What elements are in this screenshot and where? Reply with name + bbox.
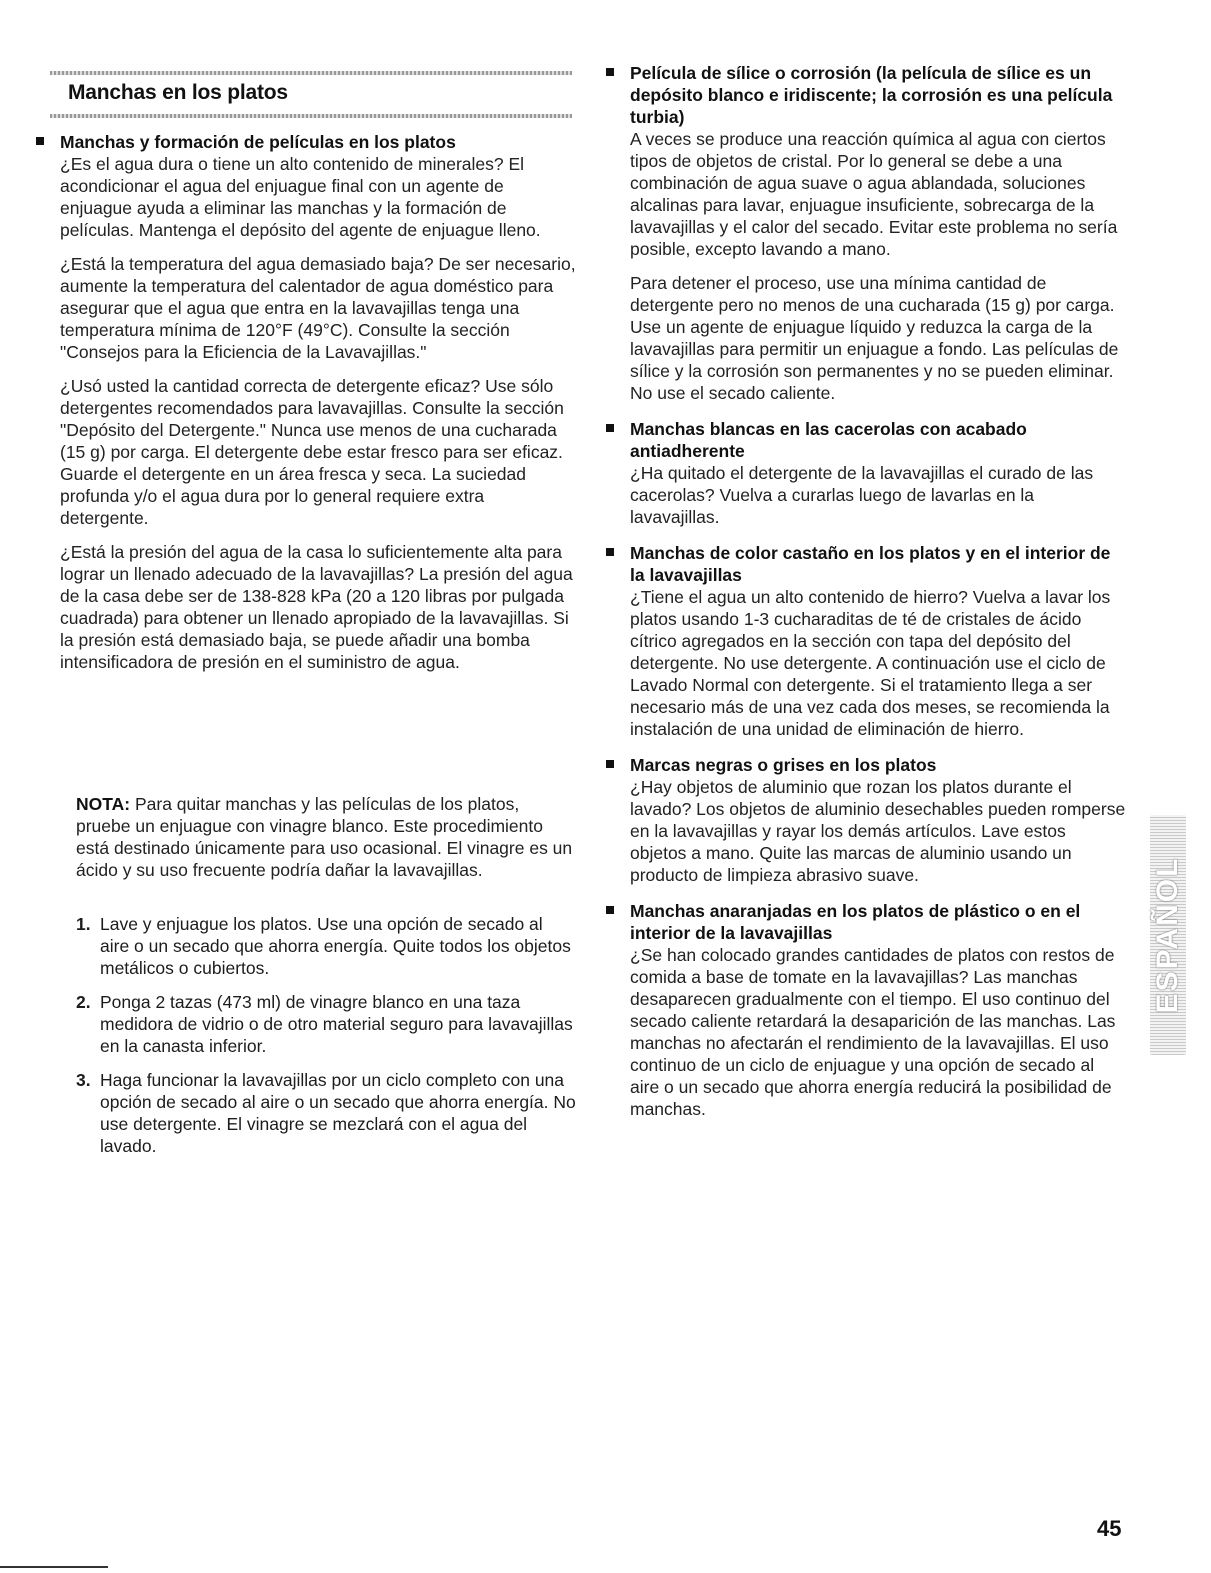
- item-heading: Manchas blancas en las cacerolas con acabado antiadherente: [630, 419, 1027, 461]
- page-number: 45: [1097, 1516, 1122, 1541]
- side-tab-label: ESPAÑOL: [1151, 856, 1184, 1014]
- bullet-icon: [606, 548, 614, 556]
- right-column: [606, 62, 1126, 1120]
- paragraph: ¿Tiene el agua un alto contenido de hierro? Vuelva a lavar los platos usando 1-3 cucharaditas de té de cristales de ácido cítrico agregados en la sección con tapa del depósito del detergente. No use detergente. A continuación use el ciclo de Lavado Normal con detergente. Si el tratamiento llega a ser necesario más de una vez cada dos meses, se recomienda la instalación de una unidad de eliminación de hierro.: [630, 587, 1111, 739]
- bullet-icon: [606, 68, 614, 76]
- step-item: [76, 991, 576, 1057]
- step-number: 3.: [76, 1070, 91, 1090]
- item-heading: Manchas y formación de películas en los platos: [60, 132, 456, 152]
- right-item-orange-stains: [606, 900, 1126, 1120]
- section-header: [50, 68, 572, 120]
- section-title: Manchas en los platos: [68, 81, 288, 104]
- item-heading: Manchas anaranjadas en los platos de plástico o en el interior de la lavavajillas: [630, 901, 1081, 943]
- step-number: 2.: [76, 992, 91, 1012]
- step-text: Ponga 2 tazas (473 ml) de vinagre blanco en una taza medidora de vidrio o de otro material seguro para lavavajillas en la canasta inferior.: [100, 992, 573, 1056]
- footer-rule: [0, 1566, 108, 1568]
- header-rule-bottom: [50, 114, 572, 118]
- item-heading: Manchas de color castaño en los platos y en el interior de la lavavajillas: [630, 543, 1111, 585]
- item-heading: Película de sílice o corrosión (la película de sílice es un depósito blanco e iridiscente; la corrosión es una película turbia): [630, 63, 1113, 127]
- language-side-tab: [1150, 815, 1186, 1055]
- bullet-icon: [606, 760, 614, 768]
- right-item-white-spots: [606, 418, 1126, 528]
- steps-list: [76, 913, 576, 1169]
- header-rule-top: [50, 71, 572, 75]
- paragraph: Para detener el proceso, use una mínima cantidad de detergente pero no menos de una cucharada (15 g) por carga. Use un agente de enjuague líquido y reduzca la carga de la lavavajillas para permitir un enjuague a fondo. Las películas de sílice y la corrosión son permanentes y no se pueden eliminar. No use el secado caliente.: [630, 273, 1119, 403]
- nota-block: [76, 793, 576, 881]
- paragraph: ¿Ha quitado el detergente de la lavavajillas el curado de las cacerolas? Vuelva a curarlas luego de lavarlas en la lavavajillas.: [630, 463, 1094, 527]
- step-item: [76, 1069, 576, 1157]
- right-item-brown-stains: [606, 542, 1126, 740]
- paragraph: ¿Está la presión del agua de la casa lo suficientemente alta para lograr un llenado adecuado de la lavavajillas? La presión del agua de la casa debe ser de 138-828 kPa (20 a 120 libras por pulgada cuadrada) para obtener un llenado apropiado de la lavavajillas. Si la presión está demasiado baja, se puede añadir una bomba intensificadora de presión en el suministro de agua.: [60, 542, 573, 672]
- bullet-icon: [606, 424, 614, 432]
- paragraph: ¿Usó usted la cantidad correcta de detergente eficaz? Use sólo detergentes recomendados para lavavajillas. Consulte la sección "Depósito del Detergente." Nunca use menos de una cucharada (15 g) por carga. El detergente debe estar fresco para ser eficaz. Guarde el detergente en un área fresca y seca. La suciedad profunda y/o el agua dura por lo general requiere extra detergente.: [60, 376, 564, 528]
- step-item: [76, 913, 576, 979]
- step-text: Haga funcionar la lavavajillas por un ciclo completo con una opción de secado al aire o un secado que ahorra energía. No use detergente. El vinagre se mezclará con el agua del lavado.: [100, 1070, 576, 1156]
- paragraph: ¿Hay objetos de aluminio que rozan los platos durante el lavado? Los objetos de aluminio desechables pueden romperse en la lavavajillas y rayar los demás artículos. Lave estos objetos a mano. Quite las marcas de aluminio usando un producto de limpieza abrasivo suave.: [630, 777, 1126, 885]
- nota-text: Para quitar manchas y las películas de los platos, pruebe un enjuague con vinagre blanco. Este procedimiento está destinado únicamente para uso ocasional. El vinagre es un ácido y su uso frecuente podría dañar la lavavajillas.: [76, 794, 573, 880]
- bullet-icon: [606, 906, 614, 914]
- right-item-silica: [606, 62, 1126, 404]
- left-item-spots-films: [36, 131, 576, 685]
- nota-label: NOTA:: [76, 794, 131, 814]
- item-heading: Marcas negras o grises en los platos: [630, 755, 937, 775]
- step-number: 1.: [76, 914, 91, 934]
- paragraph: ¿Está la temperatura del agua demasiado baja? De ser necesario, aumente la temperatura del calentador de agua doméstico para asegurar que el agua que entra en la lavavajillas tenga una temperatura mínima de 120°F (49°C). Consulte la sección "Consejos para la Eficiencia de la Lavavajillas.": [60, 254, 576, 362]
- bullet-icon: [36, 137, 44, 145]
- right-item-black-marks: [606, 754, 1126, 886]
- paragraph: A veces se produce una reacción química al agua con ciertos tipos de objetos de cristal. Por lo general se debe a una combinación de agua suave o agua ablandada, soluciones alcalinas para lavar, enjuague insuficiente, sobrecarga de la lavavajillas y el calor del secado. Evitar este problema no sería posible, excepto lavando a mano.: [630, 129, 1118, 259]
- step-text: Lave y enjuague los platos. Use una opción de secado al aire o un secado que ahorra energía. Quite todos los objetos metálicos o cubiertos.: [100, 914, 571, 978]
- paragraph: ¿Se han colocado grandes cantidades de platos con restos de comida a base de tomate en la lavavajillas? Las manchas desaparecen gradualmente con el tiempo. El uso continuo del secado caliente retardará la desaparición de las manchas. Las manchas no afectarán el rendimiento de la lavavajillas. El uso continuo de un ciclo de enjuague y una opción de secado al aire o un secado que ahorra energía reducirá la posibilidad de manchas.: [630, 945, 1116, 1119]
- paragraph: ¿Es el agua dura o tiene un alto contenido de minerales? El acondicionar el agua del enjuague final con un agente de enjuague ayuda a eliminar las manchas y la formación de películas. Mantenga el depósito del agente de enjuague lleno.: [60, 154, 541, 240]
